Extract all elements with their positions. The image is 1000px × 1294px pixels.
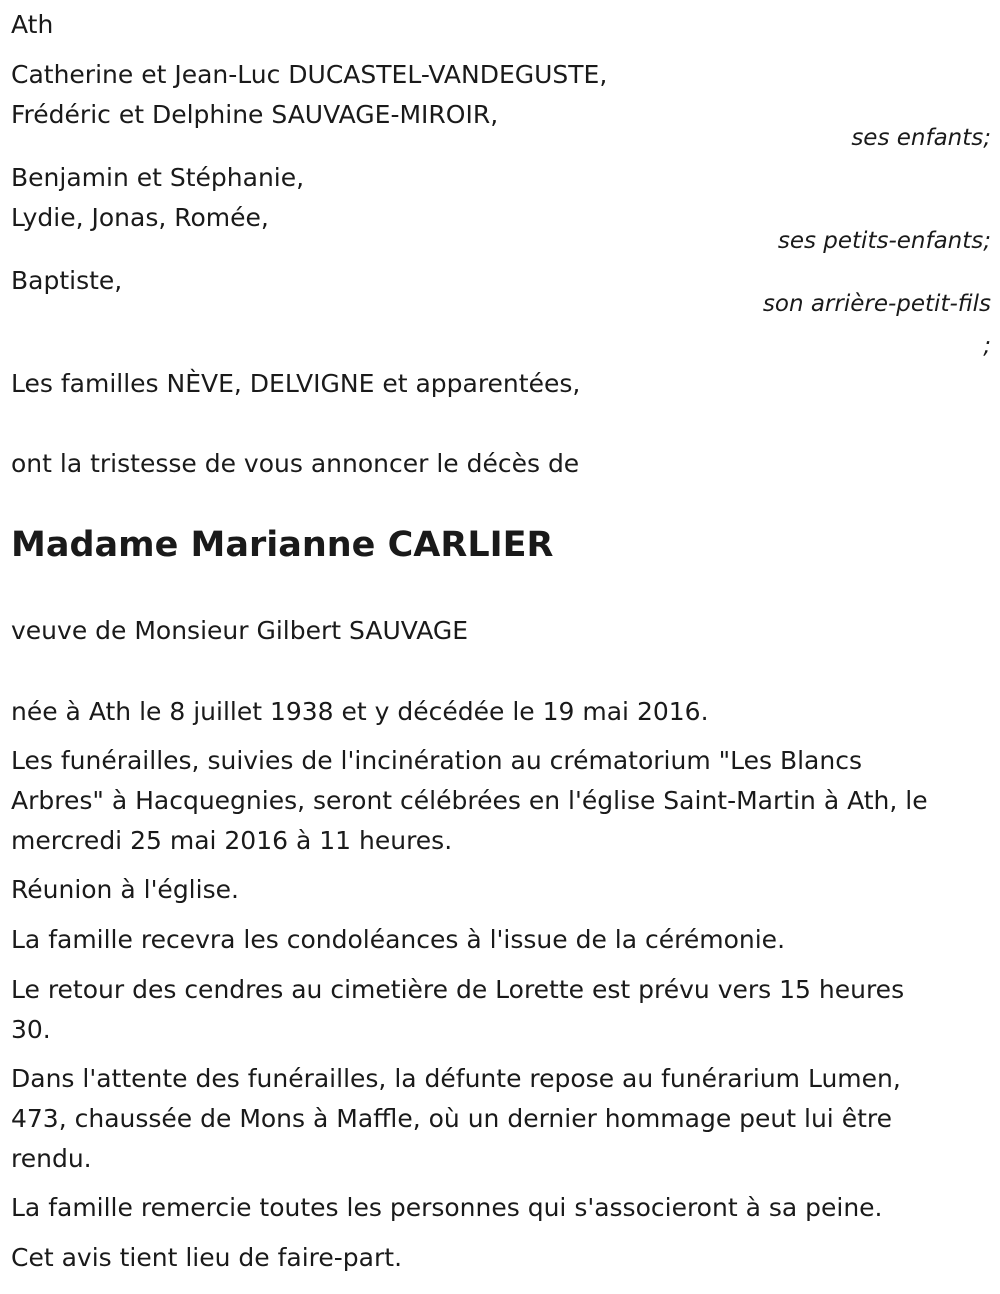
spouse-line: veuve de Monsieur Gilbert SAUVAGE	[11, 616, 469, 645]
city-name: Ath	[11, 10, 54, 39]
notice-line: Cet avis tient lieu de faire-part.	[11, 1243, 403, 1272]
children-label: ses enfants;	[851, 125, 991, 151]
great-grandchild-label: son arrière-petit-fils	[762, 291, 991, 317]
repose-line-2: 473, chaussée de Mons à Maffle, où un dernier hommage peut lui être	[11, 1104, 892, 1133]
repose-line-1: Dans l'attente des funérailles, la défunte repose au funérarium Lumen,	[11, 1064, 901, 1093]
birth-death-line: née à Ath le 8 juillet 1938 et y décédée le 19 mai 2016.	[11, 697, 709, 726]
condolences-line: La famille recevra les condoléances à l'issue de la cérémonie.	[11, 925, 786, 954]
children-line-2: Frédéric et Delphine SAUVAGE-MIROIR,	[11, 100, 499, 129]
deceased-name: Madame Marianne CARLIER	[11, 525, 554, 565]
funeral-line-2: Arbres" à Hacquegnies, seront célébrées en l'église Saint-Martin à Ath, le	[11, 786, 928, 815]
repose-line-3: rendu.	[11, 1144, 92, 1173]
announcement-line: ont la tristesse de vous annoncer le décès de	[11, 449, 580, 478]
thanks-line: La famille remercie toutes les personnes qui s'associeront à sa peine.	[11, 1193, 883, 1222]
children-line-1: Catherine et Jean-Luc DUCASTEL-VANDEGUSTE,	[11, 60, 608, 89]
grandchildren-line-1: Benjamin et Stéphanie,	[11, 163, 305, 192]
grandchildren-line-2: Lydie, Jonas, Romée,	[11, 203, 269, 232]
ashes-line-1: Le retour des cendres au cimetière de Lorette est prévu vers 15 heures	[11, 975, 905, 1004]
meeting-line: Réunion à l'église.	[11, 875, 239, 904]
great-grandchild-line: Baptiste,	[11, 266, 123, 295]
funeral-line-1: Les funérailles, suivies de l'incinération au crématorium "Les Blancs	[11, 746, 862, 775]
families-line: Les familles NÈVE, DELVIGNE et apparentées,	[11, 369, 581, 398]
ashes-line-2: 30.	[11, 1015, 51, 1044]
great-grandchild-label-punctuation: ;	[983, 333, 991, 359]
grandchildren-label: ses petits-enfants;	[777, 228, 991, 254]
funeral-line-3: mercredi 25 mai 2016 à 11 heures.	[11, 826, 453, 855]
